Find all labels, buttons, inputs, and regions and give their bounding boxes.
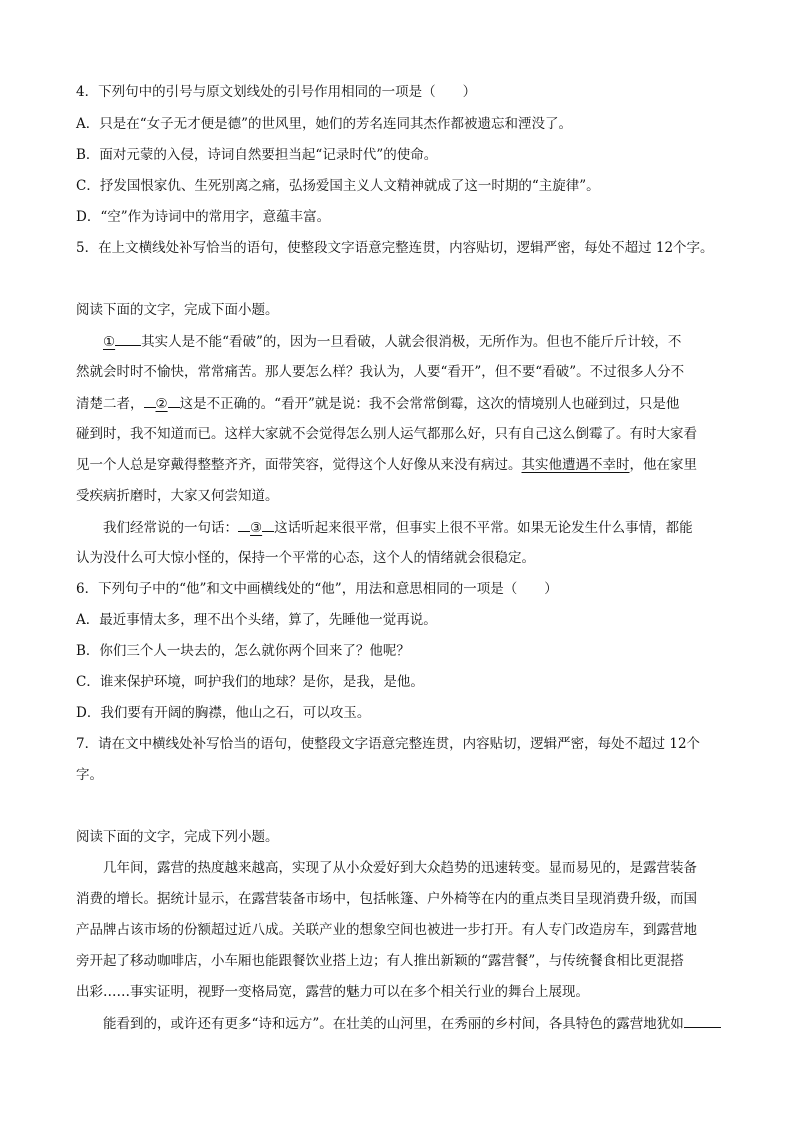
passage3-text: 能看到的，或许还有更多“诗和远方”。在壮美的山河里，在秀丽的乡村间，各具特色的露营地犹如 [103,1016,684,1032]
blank-1-marker: ① [103,334,116,350]
passage2-line: 认为没什么可大惊小怪的，保持一个平常的心态，这个人的情绪就会很稳定。 [76,550,535,566]
q6-option-b: B．你们三个人一块去的，怎么就你两个回来了？他呢？ [76,643,410,659]
q7-stem: 7．请在文中横线处补写恰当的语句，使整段文字语意完整连贯，内容贴切，逻辑严密，每处不超过 12个 [76,736,701,752]
passage2-line: 受疾病折磨时，大家又何尝知道。 [76,488,279,504]
q4-option-c: C．抒发国恨家仇、生死别离之痛，弘扬爱国主义人文精神就成了这一时期的“主旋律”。 [76,178,600,194]
passage2-text: 其实人是不能“看破”的，因为一旦看破，人就会很消极，无所作为。但也不能斤斤计较，不 [141,334,682,350]
passage3-line: 出彩……事实证明，视野一变格局宽，露营的魅力可以在多个相关行业的舞台上展现。 [76,984,589,1000]
blank-2-marker: ② [155,396,168,412]
q4-option-d: D．“空”作为诗词中的常用字，意蕴丰富。 [76,209,331,225]
section2-intro: 阅读下面的文字，完成下面小题。 [76,302,279,318]
q4-option-b: B．面对元蒙的入侵，诗词自然要担当起“记录时代”的使命。 [76,147,438,163]
passage2-text: 这话听起来很平常，但事实上很不平常。如果无论发生什么事情，都能 [274,520,693,536]
passage2-line: 然就会时时不愉快，常常痛苦。那人要怎么样？我认为，人要“看开”，但不要“看破”。不过很多人分不 [76,364,685,380]
blank-line [684,1015,721,1028]
blank-2-line-right [168,395,180,408]
passage2-line [76,395,679,412]
blank-3-line-right [262,519,274,532]
passage2-text: 清楚二者， [76,396,144,412]
passage3-line: 产品牌占该市场的份额超过近八成。关联产业的想象空间也被进一步打开。有人专门改造房车，到露营地 [76,922,697,938]
q6-stem: 6．下列句子中的“他”和文中画横线处的“他”，用法和意思相同的一项是（ ） [76,581,558,597]
blank-2-line-left [144,395,156,408]
q6-option-d: D．我们要有开阔的胸襟，他山之石，可以攻玉。 [76,705,371,721]
passage2-line [76,457,697,473]
q4-stem: 4．下列句中的引号与原文划线处的引号作用相同的一项是（ ） [76,84,477,100]
q4-option-a: A．只是在“女子无才便是德”的世风里，她们的芳名连同其杰作都被遗忘和湮没了。 [76,116,573,132]
q6-option-a: A．最近事情太多，理不出个头绪，算了，先睡他一觉再说。 [76,612,437,628]
passage2-text: 我们经常说的一句话： [103,520,238,536]
passage2-line [103,519,693,536]
passage3-line [103,1015,721,1032]
q7-stem-cont: 字。 [76,767,103,783]
passage2-line [103,333,681,350]
passage2-text: ，他在家里 [629,457,697,473]
q5-stem: 5．在上文横线处补写恰当的语句，使整段文字语意完整连贯，内容贴切，逻辑严密，每处不超过 12个字。 [76,240,714,256]
blank-3-line-left [238,519,250,532]
passage2-line: 碰到时，我不知道而已。这样大家就不会觉得怎么别人运气都那么好，只有自己这么倒霉了。有时大家看 [76,426,697,442]
underlined-phrase: 其实他遭遇不幸时 [521,457,630,473]
passage3-line: 旁开起了移动咖啡店，小车厢也能跟餐饮业搭上边；有人推出新颖的“露营餐”，与传统餐食相比更混搭 [76,953,684,969]
blank-1-line [115,333,141,346]
passage3-line: 几年间，露营的热度越来越高，实现了从小众爱好到大众趋势的迅速转变。显而易见的，是露营装备 [103,860,697,876]
q6-option-c: C．谁来保护环境，呵护我们的地球？是你，是我，是他。 [76,674,424,690]
passage2-text: 这是不正确的。“看开”就是说：我不会常常倒霉，这次的情境别人也碰到过，只是他 [179,396,680,412]
passage2-text: 见一个人总是穿戴得整整齐齐，面带笑容，觉得这个人好像从来没有病过。 [76,457,522,473]
section3-intro: 阅读下面的文字，完成下列小题。 [76,829,279,845]
blank-3-marker: ③ [250,520,263,536]
passage3-line: 消费的增长。据统计显示，在露营装备市场中，包括帐篷、户外椅等在内的重点类目呈现消费升级，而国 [76,891,697,907]
